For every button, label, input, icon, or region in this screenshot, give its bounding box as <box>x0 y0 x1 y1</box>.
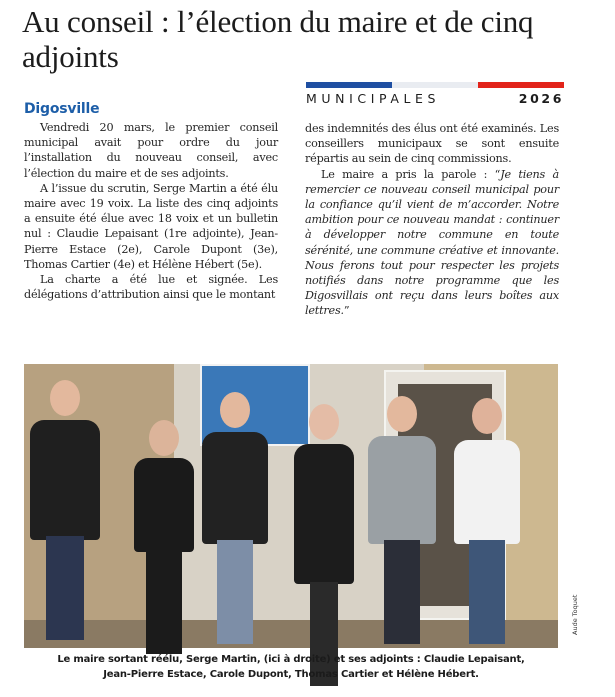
caption-line: Jean-Pierre Estace, Carole Dupont, Thomas Cartier et Hélène Hébert. <box>103 669 479 680</box>
article-paragraph: La charte a été lue et signée. Les délégations d’attribution ainsi que le montant <box>24 273 278 302</box>
person-figure <box>454 364 520 648</box>
article-headline: Au conseil : l’élection du maire et de cinq adjoints <box>22 4 534 74</box>
person-figure <box>294 364 354 648</box>
municipales-banner <box>306 82 564 106</box>
article-paragraph: A l’issue du scrutin, Serge Martin a été élu maire avec 19 voix. La liste des cinq adjoints a ensuite été élue avec 18 voix et un bulletin nul : Claudie Lepaisant (1re adjointe), Jean-Pierre Estace (2e), Carole Dupont (3e), Thomas Cartier (4e) et Hélène Hébert (5e). <box>24 181 278 271</box>
article-column-left <box>24 100 278 302</box>
quote-intro: Le maire a pris la parole : “ <box>321 167 501 181</box>
person-figure <box>30 364 100 648</box>
council-group-photo <box>24 364 558 648</box>
person-figure <box>202 364 268 648</box>
locality-label: Digosville <box>24 101 100 117</box>
mayor-quote-paragraph <box>305 167 559 319</box>
caption-line: Le maire sortant réélu, Serge Martin, (ici à droite) et ses adjoints : Claudie Lepaisant, <box>57 654 525 665</box>
mayor-quote: Je tiens à remercier ce nouveau conseil municipal pour la confiance qu’il vient de m’accorder. Notre ambition pour ce nouveau mandat : continuer à développer notre commune en toute sérénité, une commune créative et innovante. Nous ferons tout pour respecter les projets notifiés dans notre programme que les Digosvillais ont reçu dans leurs boîtes aux lettres. <box>305 167 560 318</box>
quote-close: ” <box>343 304 350 318</box>
article-paragraph: Vendredi 20 mars, le premier conseil municipal avait pour ordre du jour l’installation du nouveau conseil, avec l’élection du maire et de ses adjoints. <box>24 121 278 180</box>
tricolor-flag-icon <box>306 82 564 88</box>
banner-year: 2026 <box>518 91 564 106</box>
article-paragraph-continued: des indemnités des élus ont été examinés. Les conseillers municipaux se sont ensuite répartis au sein de cinq commissions. <box>305 122 559 166</box>
person-figure <box>134 364 194 648</box>
photo-caption <box>24 652 558 682</box>
person-figure <box>368 364 436 648</box>
photo-credit: Aude Toquet <box>571 594 579 635</box>
banner-word: MUNICIPALES <box>306 91 441 106</box>
article-column-right <box>305 121 559 319</box>
